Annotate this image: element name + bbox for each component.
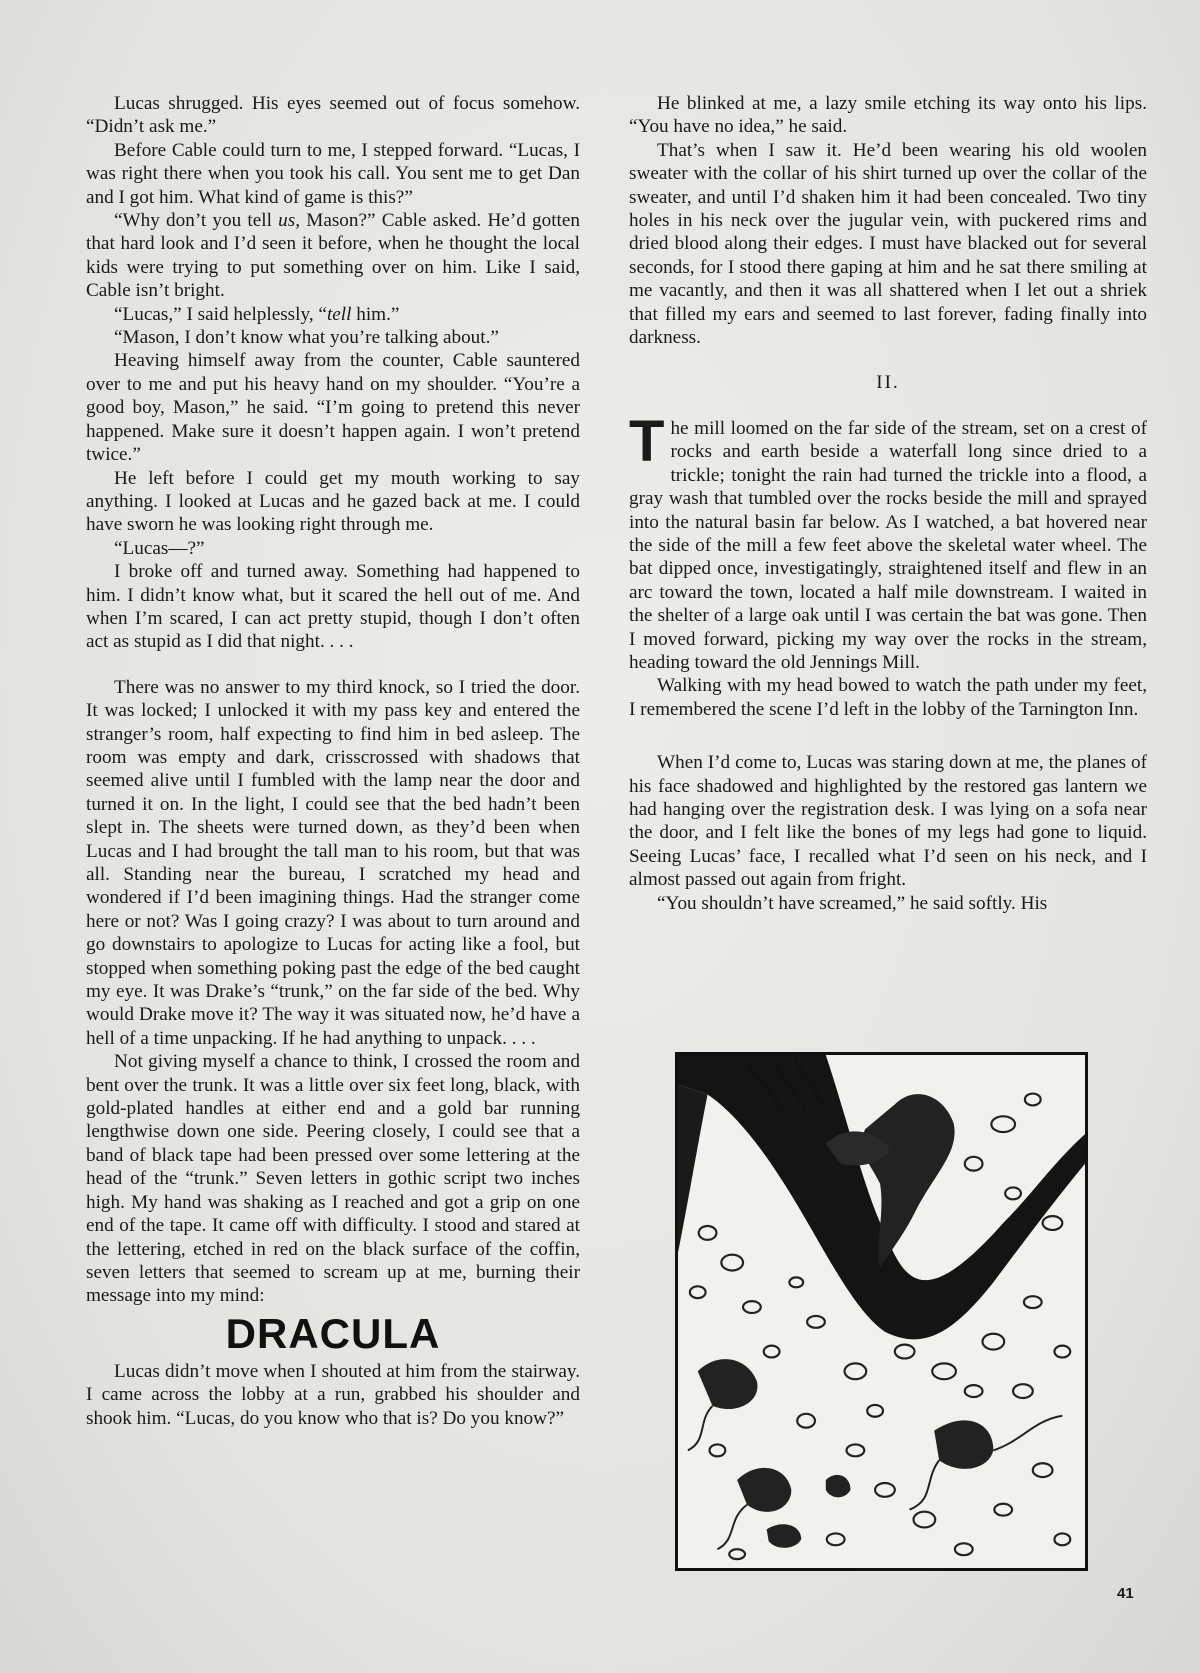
left-column xyxy=(86,92,580,1430)
paragraph: “Lucas—?” xyxy=(114,537,205,559)
paragraph: Before Cable could turn to me, I stepped forward. “Lucas, I was right there when you took his call. You sent me to get Dan and I got him. What kind of game is this?” xyxy=(86,139,580,208)
paragraph: Walking with my head bowed to watch the path under my feet, I remembered the scene I’d left in the lobby of the Tarnington Inn. xyxy=(629,675,1147,720)
right-column xyxy=(629,92,1147,915)
paragraph: “You shouldn’t have screamed,” he said softly. His xyxy=(657,892,1048,914)
paragraph: “Lucas,” I said helplessly, “tell him.” xyxy=(114,303,400,325)
paragraph: Lucas didn’t move when I shouted at him from the stairway. I came across the lobby at a run, grabbed his shoulder and shook him. “Lucas, do you know who that is? Do you know?” xyxy=(86,1360,580,1429)
paragraph: Not giving myself a chance to think, I crossed the room and bent over the trunk. It was a little over six feet long, black, with gold-plated handles at either end and a gold bar running lengthwise down one side. Peering closely, I could see that a band of black tape had been pressed over some lettering at the head of the “trunk.” Seven letters in gothic script two inches high. My hand was shaking as I reached and got a grip on one end of the tape. It came off with difficulty. I stood and stared at the lettering, etched in red on the black surface of the coffin, seven letters that seemed to scream up at me, burning their message into my mind: xyxy=(86,1051,580,1307)
drop-cap: T xyxy=(629,408,665,474)
paragraph: Heaving himself away from the counter, Cable sauntered over to me and put his heavy hand on my shoulder. “You’re a good boy, Mason,” he said. “I’m going to pretend this never happened. Make sure it doesn’t happen again. I won’t pretend twice.” xyxy=(86,350,580,466)
section-heading: II. xyxy=(876,372,900,394)
paragraph: That’s when I saw it. He’d been wearing his old woolen sweater with the collar of his shirt turned up over the collar of the sweater, and until I’d shaken him it had been concealed. Two tiny holes in his neck over the jugular vein, with puckered rims and dried blood along their edges. I must have blacked out for several seconds, for I stood there gaping at him and he sat there smiling at me vacantly, and then it was all shattered when I let out a shriek that filled my ears and seemed to last forever, fading finally into darkness. xyxy=(629,139,1147,349)
paragraph: The mill loomed on the far side of the stream, set on a crest of rocks and earth beside a waterfall long since dried to a trickle; tonight the rain had turned the trickle into a flood, a gray wash that tumbled over the rocks beside the mill and sprayed into the natural basin far below. As I watched, a bat hovered near the side of the mill a few feet above the skeletal water wheel. The bat dipped once, investigatingly, straightened itself and flew in an arc toward the town, located a half mile downstream. I waited in the shelter of a large oak until I was certain the bat was gone. Then I moved forward, picking my way over the rocks in the stream, heading toward the old Jennings Mill. xyxy=(629,408,1147,673)
paragraph: He blinked at me, a lazy smile etching its way onto his lips. “You have no idea,” he said. xyxy=(629,93,1147,138)
paragraph: There was no answer to my third knock, so I tried the door. It was locked; I unlocked it with my pass key and entered the stranger’s room, half expecting to find him in bed asleep. The room was empty and dark, crisscrossed with shadows that seemed alive until I fumbled with the lamp near the door and turned it on. In the light, I could see that the bed hadn’t been slept in. The sheets were turned down, as they’d been when Lucas and I had brought the tall man to his room, but that was all. Standing near the bureau, I scratched my head and wondered if I’d been imagining things. Had the stranger come here or not? Was I going crazy? I was about to turn around and go downstairs to apologize to Lucas for acting like a fool, but stopped when something poking past the edge of the bed caught my eye. It was Drake’s “trunk,” on the far side of the bed. Why would Drake move it? The way it was situated now, he’d have a hell of a time unpacking. If he had anything to unpack. . . . xyxy=(86,676,580,1049)
paragraph: I broke off and turned away. Something had happened to him. I didn’t know what, but it scared the hell out of me. And when I’m scared, I can act pretty stupid, though I don’t often act as stupid as I did that night. . . . xyxy=(86,561,580,653)
paragraph: He left before I could get my mouth working to say anything. I looked at Lucas and he gazed back at me. I could have sworn he was looking right through me. xyxy=(86,467,580,536)
paragraph: “Why don’t you tell us, Mason?” Cable asked. He’d gotten that hard look and I’d seen it before, when he thought the local kids were trying to put something over on him. Like I said, Cable isn’t bright. xyxy=(86,210,580,302)
comic-illustration xyxy=(675,1052,1088,1571)
page-number: 41 xyxy=(1117,1585,1134,1602)
paragraph: “Mason, I don’t know what you’re talking about.” xyxy=(114,327,499,349)
illustration-drawing xyxy=(678,1055,1085,1568)
dracula-heading: DRACULA xyxy=(225,1309,441,1357)
paragraph: When I’d come to, Lucas was staring down at me, the planes of his face shadowed and highlighted by the restored gas lantern we had hanging over the registration desk. I was lying on a sofa near the door, and I felt like the bones of my legs had gone to liquid. Seeing Lucas’ face, I recalled what I’d seen on his neck, and I almost passed out again from fright. xyxy=(629,752,1147,891)
paragraph: Lucas shrugged. His eyes seemed out of focus somehow. “Didn’t ask me.” xyxy=(86,93,580,138)
